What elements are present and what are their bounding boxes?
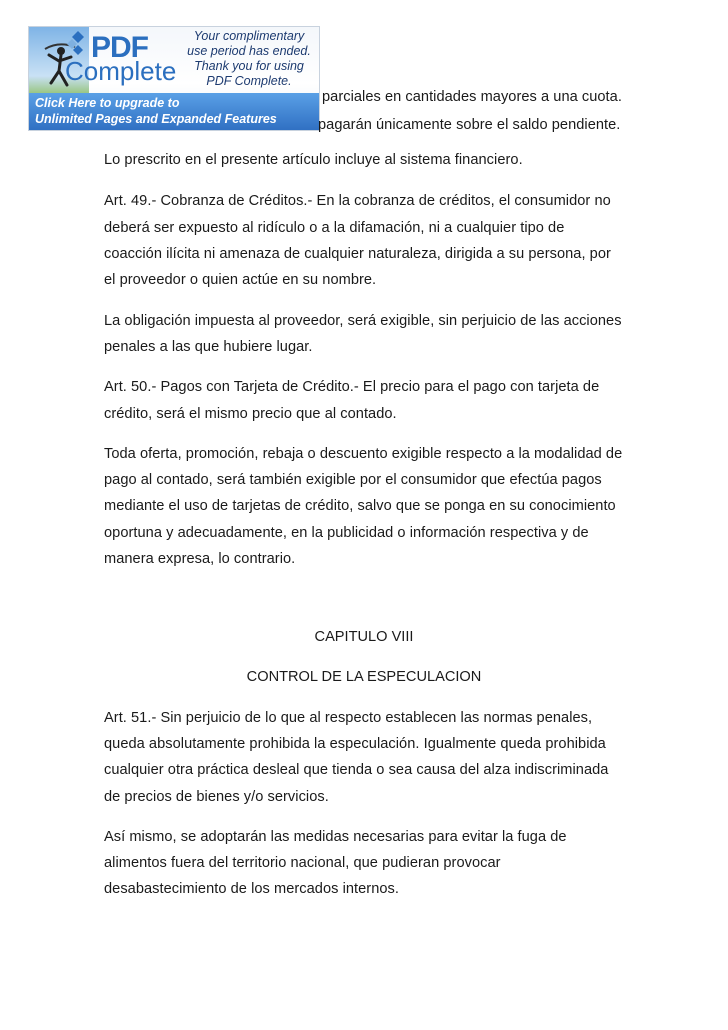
logo-diamonds-icon: [67, 31, 89, 57]
upgrade-link-line1[interactable]: Click Here to upgrade to: [35, 96, 180, 110]
paragraph-line: alimentos fuera del territorio nacional, que pudieran provocar: [104, 855, 501, 871]
article-49-line: coacción ilícita ni amenaza de cualquier naturaleza, dirigida a su persona, por: [104, 246, 611, 262]
upgrade-banner[interactable]: [28, 26, 320, 131]
paragraph-line: mediante el uso de tarjetas de crédito, salvo que se ponga en su conocimiento: [104, 498, 616, 514]
paragraph-line: La obligación impuesta al proveedor, será exigible, sin perjuicio de las acciones: [104, 313, 622, 329]
chapter-number: CAPITULO VIII: [314, 629, 414, 645]
paragraph-line: Así mismo, se adoptarán las medidas necesarias para evitar la fuga de: [104, 829, 567, 845]
paragraph-line: desabastecimiento de los mercados internos.: [104, 881, 399, 897]
paragraph-line: Lo prescrito en el presente artículo incluye al sistema financiero.: [104, 152, 523, 168]
paragraph-line: pago al contado, será también exigible por el consumidor que efectúa pagos: [104, 472, 602, 488]
article-51-line: cualquier otra práctica desleal que tienda o sea causa del alza indiscriminada: [104, 762, 609, 778]
article-49-line: deberá ser expuesto al ridículo o a la difamación, ni a cualquier tipo de: [104, 220, 565, 236]
article-51-line: Art. 51.- Sin perjuicio de lo que al respecto establecen las normas penales,: [104, 710, 593, 726]
article-50-line: crédito, será el mismo precio que al contado.: [104, 406, 397, 422]
banner-message-line: Thank you for using: [194, 59, 304, 73]
article-49-line: el proveedor o quien actúe en su nombre.: [104, 272, 377, 288]
partial-text-line: parciales en cantidades mayores a una cuota.: [322, 89, 622, 105]
banner-message-line: use period has ended.: [187, 44, 311, 58]
banner-message: [179, 29, 319, 89]
partial-text-line: pagarán únicamente sobre el saldo pendiente.: [318, 117, 621, 133]
logo-complete-text: Complete: [65, 56, 177, 86]
paragraph-line: penales a las que hubiere lugar.: [104, 339, 313, 355]
chapter-title: CONTROL DE LA ESPECULACION: [246, 669, 482, 685]
article-50-line: Art. 50.- Pagos con Tarjeta de Crédito.- El precio para el pago con tarjeta de: [104, 379, 600, 395]
paragraph-line: manera expresa, lo contrario.: [104, 551, 296, 567]
banner-message-line: Your complimentary: [193, 29, 305, 43]
article-49-line: Art. 49.- Cobranza de Créditos.- En la cobranza de créditos, el consumidor no: [104, 193, 611, 209]
paragraph-line: oportuna y adecuadamente, en la publicidad o información respectiva y de: [104, 525, 589, 541]
article-51-line: de precios de bienes y/o servicios.: [104, 789, 329, 805]
upgrade-link-bar[interactable]: [29, 93, 320, 131]
banner-message-line: PDF Complete.: [206, 74, 292, 88]
paragraph-line: Toda oferta, promoción, rebaja o descuento exigible respecto a la modalidad de: [104, 446, 623, 462]
logo-pdf-text: PDF: [91, 31, 148, 64]
article-51-line: queda absolutamente prohibida la especulación. Igualmente queda prohibida: [104, 736, 606, 752]
upgrade-link-line2[interactable]: Unlimited Pages and Expanded Features: [35, 112, 277, 126]
